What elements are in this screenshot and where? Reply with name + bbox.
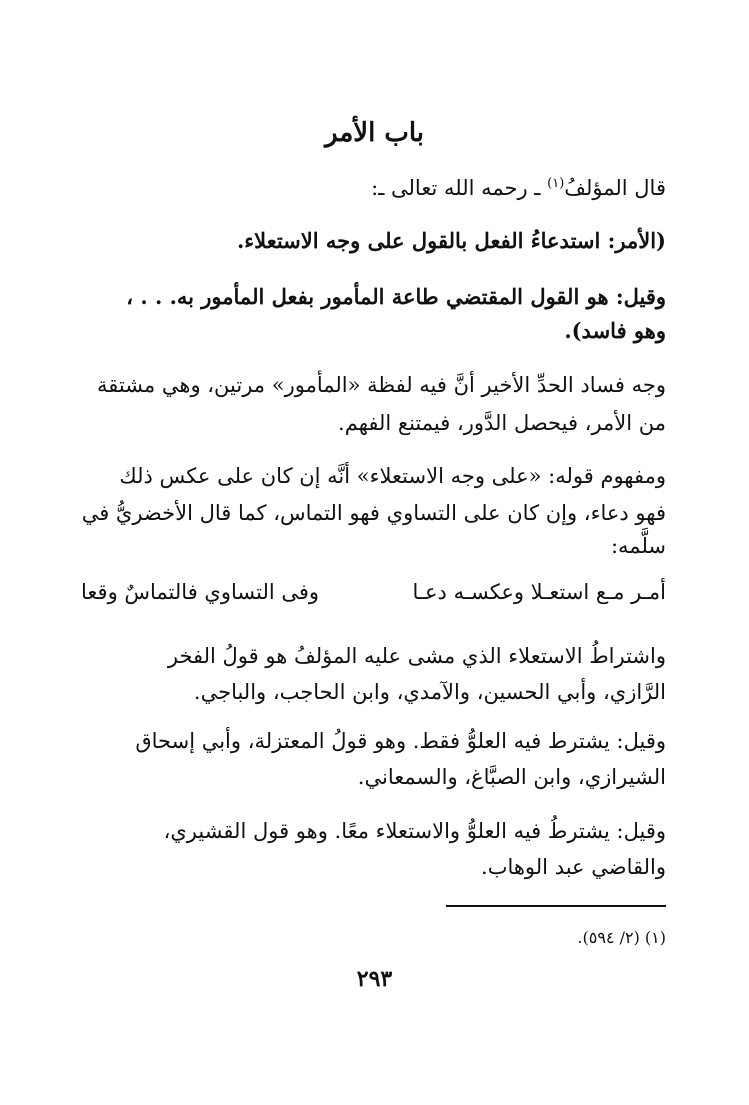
author-line-tail: ـ رحمه الله تعالى ـ: xyxy=(371,176,548,200)
paragraph-2-line-1: ومفهوم قوله: «على وجه الاستعلاء» أنَّه إن كان على عكس ذلك xyxy=(119,464,666,488)
paragraph-1-line-1: وجه فساد الحدِّ الأخير أنَّ فيه لفظة «المأمور» مرتين، وهي مشتقة xyxy=(97,373,666,397)
verse-first-hemistich: أمـر مـع استعـلا وعكسـه دعـا xyxy=(412,580,666,604)
paragraph-4-line-2: الشيرازي، وابن الصبَّاغ، والسمعاني. xyxy=(357,765,666,789)
paragraph-2-line-2: فهو دعاء، وإن كان على التساوي فهو التماس، كما قال الأخضريُّ في xyxy=(81,501,666,525)
paragraph-4-line-1: وقيل: يشترط فيه العلوُّ فقط. وهو قولُ المعتزلة، وأبي إسحاق xyxy=(135,729,666,753)
page-number: ٢٩٣ xyxy=(356,966,393,992)
footnote-divider xyxy=(446,905,666,907)
chapter-heading: باب الأمر xyxy=(324,118,424,148)
alt-definition-line-1: وقيل: هو القول المقتضي طاعة المأمور بفعل المأمور به. . . ، xyxy=(126,284,666,309)
footnote-ref: (١) xyxy=(547,176,565,191)
verse xyxy=(81,580,666,604)
verse-second-hemistich: وفى التساوي فالتماسٌ وقعا xyxy=(81,580,320,604)
author-line-text: قال المؤلفُ xyxy=(564,176,666,200)
footnote: (١) (٢/ ٥٩٤). xyxy=(577,928,666,947)
paragraph-3-line-1: واشتراطُ الاستعلاء الذي مشى عليه المؤلفُ هو قولُ الفخر xyxy=(167,644,666,668)
paragraph-5-line-1: وقيل: يشترطُ فيه العلوُّ والاستعلاء معًا. وهو قول القشيري، xyxy=(163,819,666,843)
paragraph-3-line-2: الرَّازي، وأبي الحسين، والآمدي، وابن الحاجب، والباجي. xyxy=(193,680,666,704)
paragraph-1-line-2: من الأمر، فيحصل الدَّور، فيمتنع الفهم. xyxy=(338,411,666,435)
paragraph-2-line-3: سلَّمه: xyxy=(610,534,666,558)
paragraph-5-line-2: والقاضي عبد الوهاب. xyxy=(481,855,666,879)
alt-definition-line-2: وهو فاسد). xyxy=(564,318,666,343)
definition-text: (الأمر: استدعاءُ الفعل بالقول على وجه الاستعلاء. xyxy=(236,228,666,253)
author-line xyxy=(81,165,666,207)
